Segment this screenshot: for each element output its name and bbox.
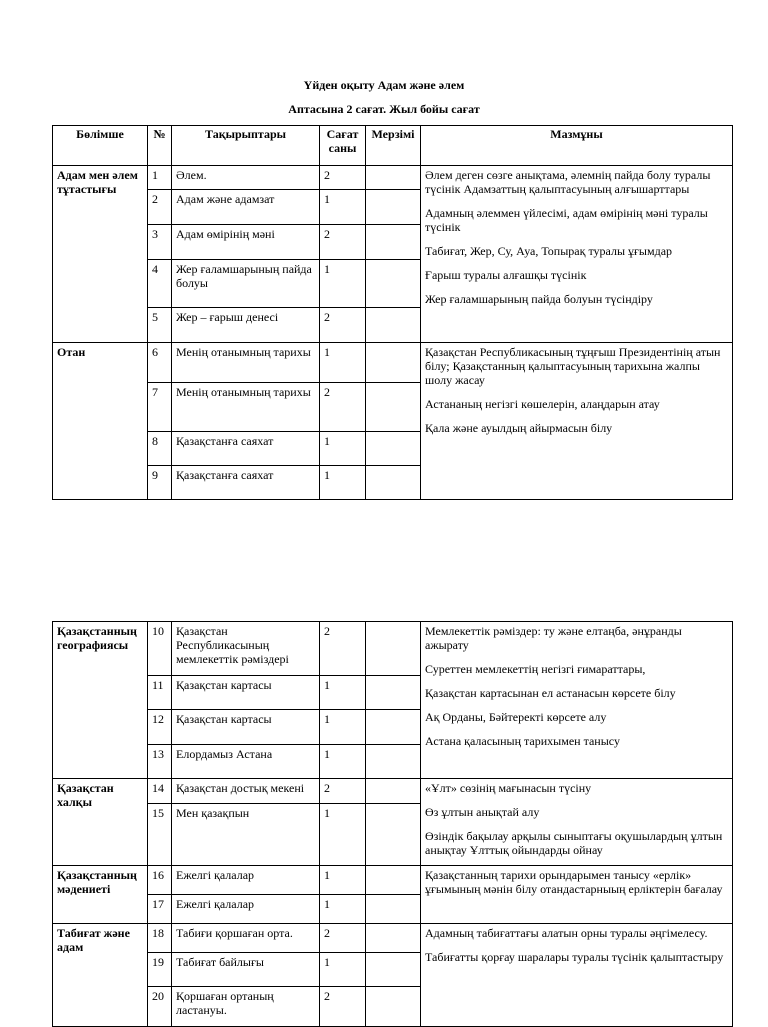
row-topic: Табиғат байлығы xyxy=(172,953,320,987)
row-number: 17 xyxy=(148,895,172,924)
row-topic: Менің отанымның тарихы xyxy=(172,343,320,383)
row-number: 7 xyxy=(148,383,172,432)
row-topic: Адам және адамзат xyxy=(172,190,320,225)
header-hours: Сағат саны xyxy=(320,126,366,166)
row-number: 11 xyxy=(148,676,172,710)
curriculum-table-page-1 xyxy=(52,125,733,500)
row-term xyxy=(366,166,421,190)
row-term xyxy=(366,924,421,953)
row-hours: 2 xyxy=(320,383,366,432)
header-section: Бөлімше xyxy=(53,126,148,166)
row-hours: 1 xyxy=(320,866,366,895)
row-topic: Қазақстан картасы xyxy=(172,676,320,710)
row-term xyxy=(366,866,421,895)
content-item: Өзіндік бақылау арқылы сыныптағы оқушылардың ұлтын анықтау Ұлттық ойындарды ойнау xyxy=(425,829,723,857)
content-cell xyxy=(421,343,733,500)
row-topic: Қазақстан достық мекені xyxy=(172,779,320,804)
row-term xyxy=(366,383,421,432)
table-row xyxy=(53,924,733,953)
content-item: Әлем деген сөзге анықтама, әлемнің пайда болу туралы түсінік Адамзаттың қалыптасуының алғышарттары xyxy=(425,168,711,196)
row-hours: 1 xyxy=(320,466,366,500)
row-term xyxy=(366,953,421,987)
row-topic: Қазақстан картасы xyxy=(172,710,320,745)
row-topic: Табиғи қоршаған орта. xyxy=(172,924,320,953)
row-number: 3 xyxy=(148,225,172,260)
row-number: 10 xyxy=(148,622,172,676)
content-cell xyxy=(421,924,733,1027)
row-hours: 1 xyxy=(320,190,366,225)
row-topic: Мен қазақпын xyxy=(172,804,320,866)
row-number: 8 xyxy=(148,432,172,466)
row-term xyxy=(366,225,421,260)
row-topic: Елордамыз Астана xyxy=(172,745,320,779)
row-term xyxy=(366,260,421,308)
header-topics: Тақырыптары xyxy=(172,126,320,166)
row-hours: 1 xyxy=(320,804,366,866)
row-term xyxy=(366,432,421,466)
row-number: 15 xyxy=(148,804,172,866)
section-cell: Қазақстанның географиясы xyxy=(53,622,148,779)
row-topic: Қазақстан Республикасының мемлекеттік рәміздері xyxy=(172,622,320,676)
row-hours: 1 xyxy=(320,260,366,308)
row-term xyxy=(366,804,421,866)
row-hours: 1 xyxy=(320,676,366,710)
content-item: Астананың негізгі көшелерін, алаңдарын атау xyxy=(425,397,660,411)
content-item: Қазақстанның тарихи орындарымен танысу «ерлік» ұғымының мәнін білу отандастарныың ерліктерін бағалау xyxy=(425,868,723,896)
row-term xyxy=(366,710,421,745)
content-item: Қазақстан Республикасының тұңғыш Президентінің атын білу; Қазақстанның қалыптасуының тарихына жалпы шолу жасау xyxy=(425,345,721,387)
row-term xyxy=(366,676,421,710)
row-number: 4 xyxy=(148,260,172,308)
document-title: Үйден оқыту Адам және әлем xyxy=(303,78,465,92)
row-hours: 1 xyxy=(320,343,366,383)
row-term xyxy=(366,190,421,225)
row-hours: 1 xyxy=(320,895,366,924)
header-term: Мерзімі xyxy=(366,126,421,166)
row-term xyxy=(366,343,421,383)
content-item: Адамның табиғаттағы алатын орны туралы әңгімелесу. xyxy=(425,926,708,940)
content-item: Қазақстан картасынан ел астанасын көрсете білу xyxy=(425,686,676,700)
content-item: Табиғат, Жер, Су, Ауа, Топырақ туралы ұғымдар xyxy=(425,244,673,258)
row-topic: Жер ғаламшарының пайда болуы xyxy=(172,260,320,308)
row-number: 2 xyxy=(148,190,172,225)
content-item: Табиғатты қорғау шаралары туралы түсінік қалыптастыру xyxy=(425,950,724,964)
content-item: Астана қаласының тарихымен танысу xyxy=(425,734,620,748)
row-topic: Ежелгі қалалар xyxy=(172,895,320,924)
row-topic: Ежелгі қалалар xyxy=(172,866,320,895)
header-content: Мазмұны xyxy=(421,126,733,166)
content-item: Адамның әлеммен үйлесімі, адам өмірінің мәні туралы түсінік xyxy=(425,206,708,234)
row-number: 9 xyxy=(148,466,172,500)
content-cell xyxy=(421,622,733,779)
row-hours: 1 xyxy=(320,745,366,779)
row-topic: Қоршаған ортаның ластануы. xyxy=(172,987,320,1027)
row-number: 18 xyxy=(148,924,172,953)
row-topic: Әлем. xyxy=(172,166,320,190)
row-term xyxy=(366,745,421,779)
curriculum-table-page-2 xyxy=(52,621,733,1027)
row-number: 5 xyxy=(148,308,172,343)
section-cell: Қазақстан халқы xyxy=(53,779,148,866)
row-hours: 1 xyxy=(320,710,366,745)
table-row xyxy=(53,166,733,190)
content-item: «Ұлт» сөзінің мағынасын түсіну xyxy=(425,781,592,795)
content-item: Мемлекеттік рәміздер: ту және елтаңба, әнұранды ажырату xyxy=(425,624,682,652)
content-item: Суреттен мемлекеттің негізгі ғимараттары, xyxy=(425,662,646,676)
row-hours: 2 xyxy=(320,924,366,953)
row-term xyxy=(366,987,421,1027)
content-item: Өз ұлтын анықтай алу xyxy=(425,805,540,819)
content-item: Ақ Орданы, Бәйтеректі көрсете алу xyxy=(425,710,607,724)
row-term xyxy=(366,895,421,924)
row-topic: Қазақстанға саяхат xyxy=(172,466,320,500)
row-hours: 1 xyxy=(320,953,366,987)
section-cell: Отан xyxy=(53,343,148,500)
row-hours: 2 xyxy=(320,166,366,190)
row-term xyxy=(366,622,421,676)
row-number: 20 xyxy=(148,987,172,1027)
content-cell xyxy=(421,866,733,924)
header-num: № xyxy=(148,126,172,166)
row-hours: 1 xyxy=(320,432,366,466)
row-topic: Менің отанымның тарихы xyxy=(172,383,320,432)
section-cell: Адам мен әлем тұтастығы xyxy=(53,166,148,343)
table-row xyxy=(53,622,733,676)
row-number: 6 xyxy=(148,343,172,383)
row-topic: Қазақстанға саяхат xyxy=(172,432,320,466)
row-number: 12 xyxy=(148,710,172,745)
table-row xyxy=(53,779,733,804)
content-item: Ғарыш туралы алғашқы түсінік xyxy=(425,268,587,282)
row-term xyxy=(366,779,421,804)
content-cell xyxy=(421,779,733,866)
content-item: Жер ғаламшарының пайда болуын түсіндіру xyxy=(425,292,653,306)
row-number: 14 xyxy=(148,779,172,804)
section-cell: Табиғат және адам xyxy=(53,924,148,1027)
row-number: 13 xyxy=(148,745,172,779)
content-cell xyxy=(421,166,733,343)
row-term xyxy=(366,308,421,343)
row-number: 16 xyxy=(148,866,172,895)
table-row xyxy=(53,343,733,383)
row-topic: Адам өмірінің мәні xyxy=(172,225,320,260)
content-item: Қала және ауылдың айырмасын білу xyxy=(425,421,613,435)
table-row xyxy=(53,866,733,895)
document-subtitle: Аптасына 2 сағат. Жыл бойы сағат xyxy=(288,102,480,116)
row-hours: 2 xyxy=(320,779,366,804)
row-number: 19 xyxy=(148,953,172,987)
row-hours: 2 xyxy=(320,987,366,1027)
row-hours: 2 xyxy=(320,622,366,676)
row-term xyxy=(366,466,421,500)
row-topic: Жер – ғарыш денесі xyxy=(172,308,320,343)
row-hours: 2 xyxy=(320,308,366,343)
row-number: 1 xyxy=(148,166,172,190)
row-hours: 2 xyxy=(320,225,366,260)
header-row xyxy=(53,126,733,166)
section-cell: Қазақстанның мәдениеті xyxy=(53,866,148,924)
